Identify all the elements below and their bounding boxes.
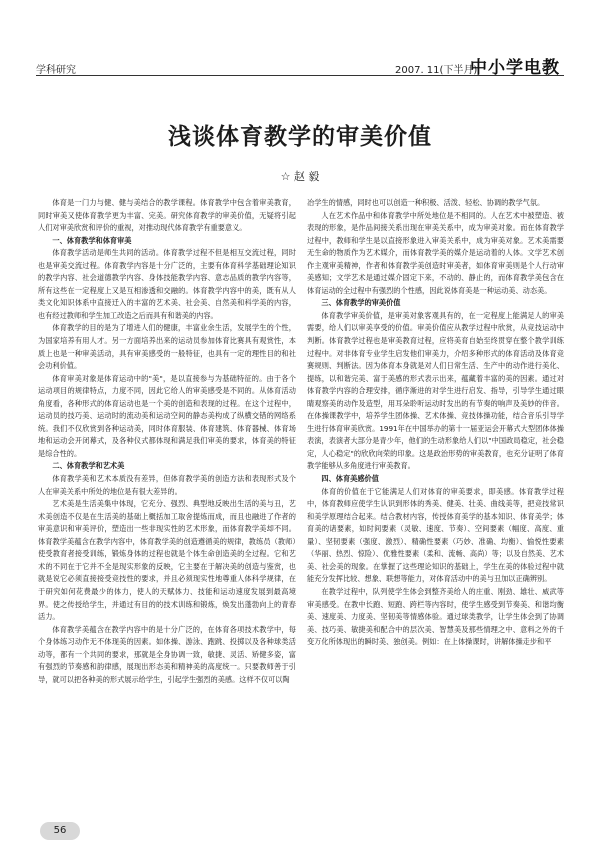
body-paragraph: 在教学过程中，队列使学生体会到整齐美给人的庄重、刚劲、雄壮、威武等审美感受。在教中长跑、短跑、跨栏等内容时，使学生感受到节奏美、和谐均衡美、速度美、力度美、坚韧美等情感体验。通过球类教学，让学生体会到了协调美、技巧美、敏捷美和配合中的层次美、智慧美及那些情理之中、意料之外的千变万化所体现出的瞬时美、独创美。例如：在上体操课时，讲解体操走步和平	[307, 586, 564, 647]
body-paragraph: 体育教学美蕴含在教学内容中的是十分广泛的，在体育各项技术教学中，每个身体练习动作无不体现美的因素。如体操、游泳、跑跳、投掷以及各种球类活动等，都有一个共同的要求，那就是全身协调一致，敏捷、灵活、矫健多姿，富有强烈的节奏感和韵律感，展现出形态美和精神美的高度统一。只要教师善于引导，就可以把各种美的形式展示给学生，引起学生强烈的美感。这样不仅可以陶	[38, 624, 296, 684]
left-column	[38, 197, 296, 817]
issue-date: 2007. 11(下半月)	[395, 65, 478, 76]
page-header	[0, 0, 600, 78]
body-paragraph: 冶学生的情感，同时也可以创造一种积极、活泼、轻松、协调的教学气氛。	[307, 198, 545, 207]
page-number: 56	[40, 822, 80, 840]
body-paragraph: 体育是一门力与健、健与美结合的教学课程。体育教学中包含着审美教育，同时审美又使体育教学更为丰富、完美。研究体育教学的审美价值，无疑将引起人们对审美欣赏和评价的重视，对推动现代体育教学有重要意义。	[38, 198, 296, 233]
section-heading: 四、体育美感价值	[321, 474, 379, 484]
section-heading: 一、体育教学和体育审美	[52, 235, 132, 245]
body-paragraph: 体育教学活动是师生共同的活动。体育教学过程不但是相互交流过程，同时也是审美交流过程。体育教学内容是十分广泛的，主要有体育科学基础理论知识的教学内容、社会道德教学内容、身体技能教学内容、意志品质的教学内容等，所有这些在一定程度上又是互相渗透和交融的。体育教学内容中的美，既有从人类文化知识体系中直接迁入的丰富的艺术美、社会美、自然美和科学美的内容，也有经过教师和学生加工改造之后而具有和谐美的内容。	[38, 248, 296, 320]
section-heading: 二、体育教学和艺术美	[52, 461, 125, 471]
right-column	[307, 197, 564, 817]
article-author: ☆ 赵 毅	[280, 170, 320, 183]
section-label: 学科研究	[36, 65, 76, 76]
header-divider	[36, 75, 564, 76]
body-paragraph: 体育审美对象是体育运动中的"美"，是以直接参与为基础特征的。由于各个运动项目的规律特点，力度不同，因此它给人的审美感受是不同的。从体育活动角度看，各种形式的体育运动也是一个美的创造和表现的过程。在这个过程中，运动员的技巧美、运动时的流动美和运动空间的静态美构成了纵横交错的网络系统。我们不仅欣赏到各种运动美，同时体育服装、体育建筑、体育器械、体育场地和运动会开闭幕式，及各种仪式都体现和满足我们审美的要求，体育美的特征是综合性的。	[38, 373, 296, 458]
section-heading: 三、体育教学的审美价值	[321, 298, 401, 308]
body-paragraph: 体育的价值在于它能满足人们对体育的审美要求，即美感。体育教学过程中，体育教师应使学生认识到形体的秀美、健美、壮美、曲线美等，把竞技常识和美学原理结合起来。结合教材内容，传授体育美学的基本知识、体育美学；体育美的诸要素，如时间要素（灵敏、速度、节奏）、空间要素（幅度、高度、重量）、坚韧要素（强度、激烈）、精确性要素（巧妙、准确、均衡）、愉悦性要素（华丽、热烈、惊险）、优雅性要素（柔和、流畅、高尚）等；以及自然美、艺术美、社会美的现象。在掌握了这些理论知识的基础上，学生在美的体验过程中就能充分发挥比较、想象、联想等能力，对体育活动中的美与丑加以正确辨别。	[307, 486, 564, 584]
body-paragraph: 人在艺术作品中和体育教学中所处地位是不相同的。人在艺术中被塑造、被表现的形象，是作品间接关系出现在审美关系中，成为审美对象。而在体育教学过程中，教师和学生是以直接形象进入审美关系中，成为审美对象。艺术美需要无生命的物质作为艺术媒介，而体育教学美的媒介是运动着的人体。文学艺术创作主观审美精神，作者和体育教学美创造时审美者，如体育审美则是个人行动审美感知；文学艺术是通过媒介固定下来，不动的、静止的，而体育教学美包含在体育运动的全过程中有强烈的个性感，因此说体育美是一种运动美、动态美。	[307, 210, 564, 295]
body-paragraph: 体育教学美和艺术本质没有差异，但体育教学美的创造方法和表现形式及个人在审美关系中所处的地位是有很大差异的。	[38, 474, 296, 496]
body-paragraph: 体育教学的目的是为了增进人们的健康，丰富业余生活，发展学生的个性，为国家培养有用人才。另一方面培养出来的运动员参加体育比赛具有观赏性，本质上也是一种审美活动，具有审美感受的一般特征，也具有一定的理性目的和社会功利价值。	[38, 323, 296, 371]
body-paragraph: 体育教学审美价值，是审美对象客观具有的，在一定程度上能满足人的审美需要，给人们以审美享受的价值。审美价值应从教学过程中欣赏，从竞技运动中判断。体育教学过程也是审美教育过程，应将美育自始至终贯穿在整个教学训练过程中。对非体育专业学生启发他们审美力，介绍多种形式的体育活动及体育竞赛规则、判断法。因为体育本身就是对人们日常生活、生产中的动作进行美化、提练，以和谐完美、富于美感的形式表示出来，蕴藏着丰富的美的因素。通过对体育教学内容的合理安排，循序渐进的对学生进行启发、指导，引导学生通过眼睛观察美的动作及造型，用耳朵聆听运动时发出的有节奏的响声及美妙的伴音。在体操课教学中，培养学生团体操、艺术体操、竞技体操功能，结合音乐引导学生进行体育审美欣赏。1991年在中国举办的第十一届亚运会开幕式大型团体体操表演，表演者大部分是青少年，他们的生动形象给人们以"中国政局稳定，社会稳定，人心稳定"的欣欣向荣的印象。这是政治形势的审美教育，也充分证明了体育教学能够从多角度进行审美教育。	[307, 310, 564, 471]
body-paragraph: 艺术美是生活美集中体现，它充分、强烈、典型地反映出生活的美与丑，艺术美创造不仅是在生活美的基础上概括加工取舍提炼而成，而且也融进了作者的审美意识和审美评价，塑造出一些非现实性的艺术形象，而体育教学美却不同。体育教学美蕴含在教学内容中，体育教学美的创造遵循美的规律，教练员（教师）使受教育者接受训练，锻炼身体的过程也就是个体生命创造美的全过程。它和艺术的不同在于它并不全是现实形象的反映，它主要在于解决美的创造与鉴赏，也就是说它必须直接接受竞技性的要求，并且必须现实性地尊重人体科学规律，在于研究如何花费最少的体力，使人的天赋体力、技能和运动速度发展到最高境界。使之传授给学生，并通过有目的的技术训练和锻炼，焕发出蓬勃向上的青春活力。	[38, 499, 296, 622]
article-title: 浅谈体育教学的审美价值	[168, 124, 432, 150]
journal-logo: 中小学电教	[470, 58, 560, 78]
